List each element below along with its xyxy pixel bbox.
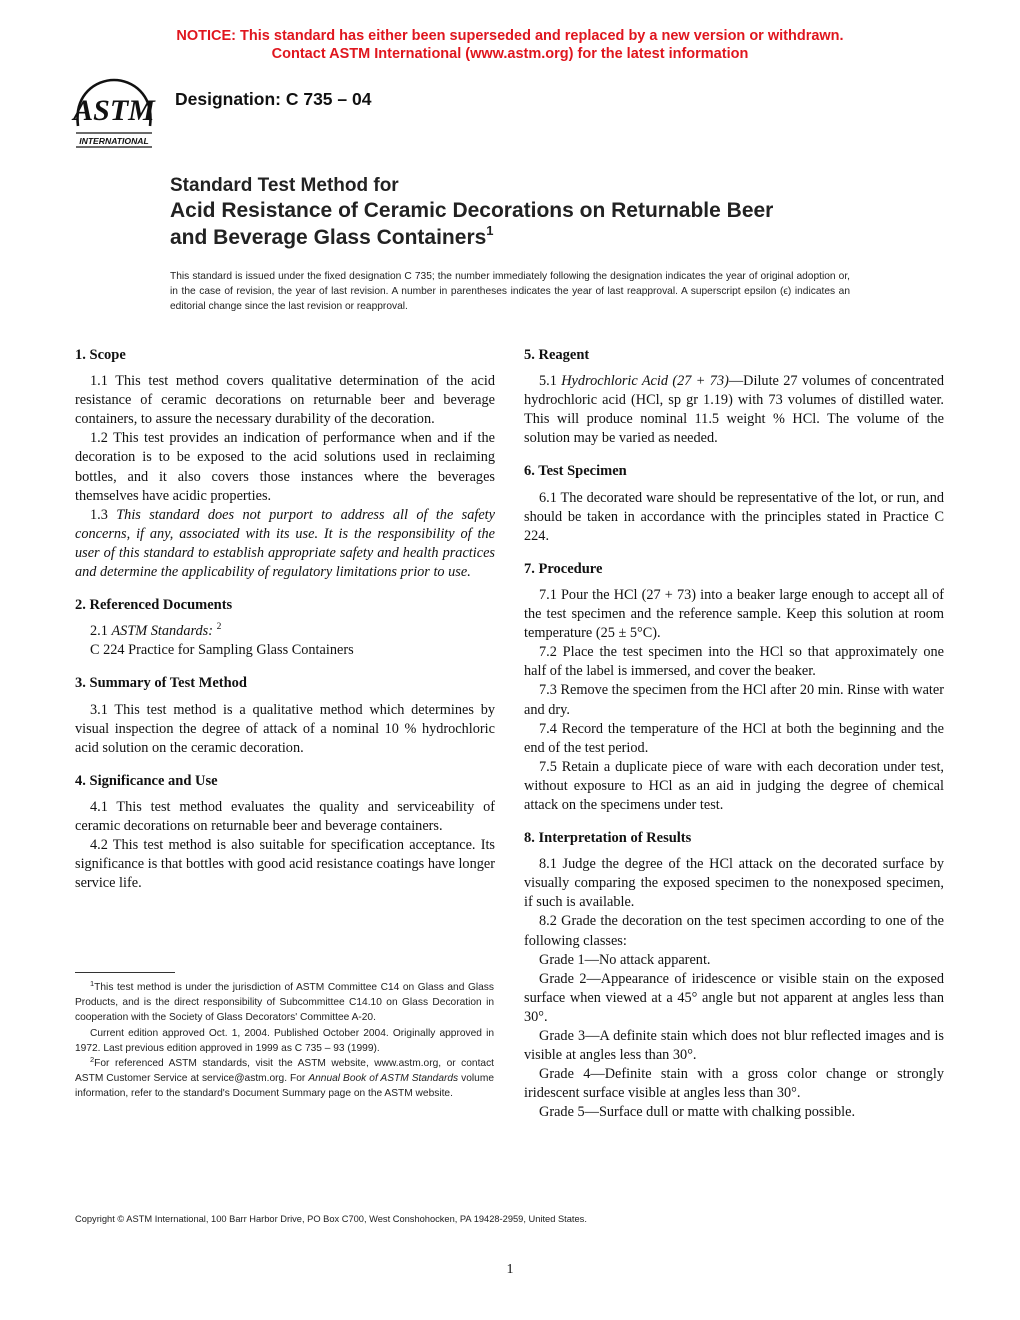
logo-international: INTERNATIONAL <box>79 136 149 146</box>
designation: Designation: C 735 – 04 <box>175 89 372 109</box>
paragraph-3-1: 3.1 This test method is a qualitative method which determines by visual inspection the degree of attack of a nominal 10 % hydrochloric acid solution on the ceramic decoration. <box>75 701 495 756</box>
paragraph-2-1-text: ASTM Standards: <box>111 623 213 640</box>
grade-4: Grade 4—Definite stain with a gross color change or strongly iridescent surface visible at angles less than 30°. <box>524 1066 944 1102</box>
footnote-divider <box>75 972 175 973</box>
title-line-3-text: and Beverage Glass Containers <box>170 226 487 249</box>
paragraph-8-1: 8.1 Judge the degree of the HCl attack on the decorated surface by visually comparing the exposed specimen to the nonexposed specimen, if such is available. <box>524 856 944 911</box>
copyright: Copyright © ASTM International, 100 Barr Harbor Drive, PO Box C700, West Conshohocken, PA 19428-2959, United States. <box>75 1214 587 1224</box>
document-title <box>170 175 930 251</box>
paragraph-1-3-number: 1.3 <box>90 506 117 523</box>
paragraph-1-3 <box>75 506 495 582</box>
paragraph-7-5: 7.5 Retain a duplicate piece of ware with each decoration under test, without exposure to HCl as an aid in judging the degree of chemical attack on the specimens under test. <box>524 758 944 813</box>
paragraph-2-1-number: 2.1 <box>90 623 112 640</box>
paragraph-1-3-text: This standard does not purport to address all of the safety concerns, if any, associated with its use. It is the responsibility of the user of this standard to establish appropriate safety and health practices and determine the applicability of regulatory limitations prior to use. <box>75 506 495 581</box>
right-column <box>524 346 944 1122</box>
footnote-2-mark: 2 <box>90 1055 95 1065</box>
section-heading-referenced-documents: 2. Referenced Documents <box>75 597 233 614</box>
footnote-2-text-a: For referenced ASTM standards, visit the ASTM website, www.astm.org, or contact ASTM Customer Service at service@astm.org. For <box>75 1058 494 1085</box>
left-column <box>75 346 495 893</box>
paragraph-5-1-text: —Dilute 27 volumes of concentrated hydrochloric acid (HCl, sp gr 1.19) with 73 volumes of distilled water. This will produce nominal 11.5 weight % HCl. The volume of the solution may be varied as needed. <box>524 373 944 447</box>
paragraph-7-3: 7.3 Remove the specimen from the HCl after 20 min. Rinse with water and dry. <box>524 682 944 718</box>
grade-2: Grade 2—Appearance of iridescence or visible stain on the exposed surface when viewed at a 45° angle but not apparent at angles less than 30°. <box>524 970 944 1025</box>
paragraph-7-2: 7.2 Place the test specimen into the HCl so that approximately one half of the label is immersed, and cover the beaker. <box>524 644 944 680</box>
paragraph-7-1: 7.1 Pour the HCl (27 + 73) into a beaker large enough to accept all of the test specimen and the reference sample. Keep this solution at room temperature (25 ± 5°C). <box>524 586 944 642</box>
title-line-2: Acid Resistance of Ceramic Decorations on Returnable Beer <box>170 199 774 222</box>
footnote-mark-2: 2 <box>216 622 222 633</box>
grade-3: Grade 3—A definite stain which does not blur reflected images and is visible at angles less than 30°. <box>524 1028 944 1064</box>
section-heading-procedure: 7. Procedure <box>524 560 603 577</box>
section-heading-interpretation: 8. Interpretation of Results <box>524 830 692 847</box>
title-footnote-mark: 1 <box>486 223 494 238</box>
notice-line-2: Contact ASTM International (www.astm.org) for the latest information <box>271 46 749 62</box>
logo-letters: ASTM <box>73 94 155 127</box>
title-line-3 <box>170 224 930 251</box>
footnote-1-edition: Current edition approved Oct. 1, 2004. Published October 2004. Originally approved in 1972. Last previous edition approved in 1999 as C 735 – 93 (1999). <box>75 1027 494 1054</box>
paragraph-5-1-number: 5.1 <box>539 373 562 390</box>
footnote-2-text-b: volume information, refer to the standard's Document Summary page on the ASTM website. <box>75 1073 495 1100</box>
section-heading-summary: 3. Summary of Test Method <box>75 675 247 692</box>
title-line-1: Standard Test Method for <box>170 175 399 196</box>
paragraph-6-1: 6.1 The decorated ware should be representative of the lot, or run, and should be taken in accordance with the principles stated in Practice C 224. <box>524 489 944 544</box>
footnote-1-mark: 1 <box>90 979 95 988</box>
grade-1: Grade 1—No attack apparent. <box>539 951 711 968</box>
footnotes <box>75 980 494 1102</box>
section-heading-reagent: 5. Reagent <box>524 347 590 363</box>
paragraph-1-1: 1.1 This test method covers qualitative determination of the acid resistance of ceramic decorations on returnable beer and beverage containers, to assure the necessary durability of the decoration. <box>75 373 495 428</box>
notice-line-1: NOTICE: This standard has either been superseded and replaced by a new version or withdrawn. <box>176 28 844 44</box>
section-heading-significance: 4. Significance and Use <box>75 772 218 789</box>
page-number: 1 <box>506 1262 514 1277</box>
section-heading-scope: 1. Scope <box>75 347 126 363</box>
paragraph-4-1: 4.1 This test method evaluates the quality and serviceability of ceramic decorations on returnable beer and beverage containers. <box>75 798 495 834</box>
paragraph-2-1 <box>75 622 495 641</box>
paragraph-5-1-italic: Hydrochloric Acid (27 + 73) <box>561 373 729 390</box>
grade-5: Grade 5—Surface dull or matte with chalking possible. <box>539 1104 856 1121</box>
paragraph-8-2: 8.2 Grade the decoration on the test specimen according to one of the following classes: <box>524 913 944 949</box>
paragraph-1-2: 1.2 This test provides an indication of performance when and if the decoration is to be exposed to the acid solutions used in reclaiming bottles, and it also covers those instances where the beverages themselves have acidic properties. <box>75 430 495 504</box>
section-heading-test-specimen: 6. Test Specimen <box>524 463 627 480</box>
footnote-1 <box>75 980 494 1026</box>
footnote-2 <box>75 1056 494 1102</box>
paragraph-7-4: 7.4 Record the temperature of the HCl at both the beginning and the end of the test period. <box>524 720 944 756</box>
footnote-1-text: This test method is under the jurisdiction of ASTM Committee C14 on Glass and Glass Products, and is the direct responsibility of Subcommittee C14.10 on Glass Decoration in cooperation with the Society of Glass Decorators' Committee A-20. <box>75 982 494 1024</box>
paragraph-5-1 <box>524 372 944 448</box>
issuance-statement: This standard is issued under the fixed designation C 735; the number immediately following the designation indicates the year of original adoption or, in the case of revision, the year of last revision. A number in parentheses indicates the year of last reapproval. A superscript epsilon (ϵ) indicates an editorial change since the last revision or reapproval. <box>170 271 850 312</box>
supersession-notice <box>0 27 1020 63</box>
astm-logo <box>66 76 162 150</box>
footnote-2-italic: Annual Book of ASTM Standards <box>308 1073 459 1085</box>
referenced-document-c224: C 224 Practice for Sampling Glass Containers <box>90 642 354 659</box>
paragraph-4-2: 4.2 This test method is also suitable for specification acceptance. Its significance is that bottles with good acid resistance coatings have longer service life. <box>75 837 495 892</box>
